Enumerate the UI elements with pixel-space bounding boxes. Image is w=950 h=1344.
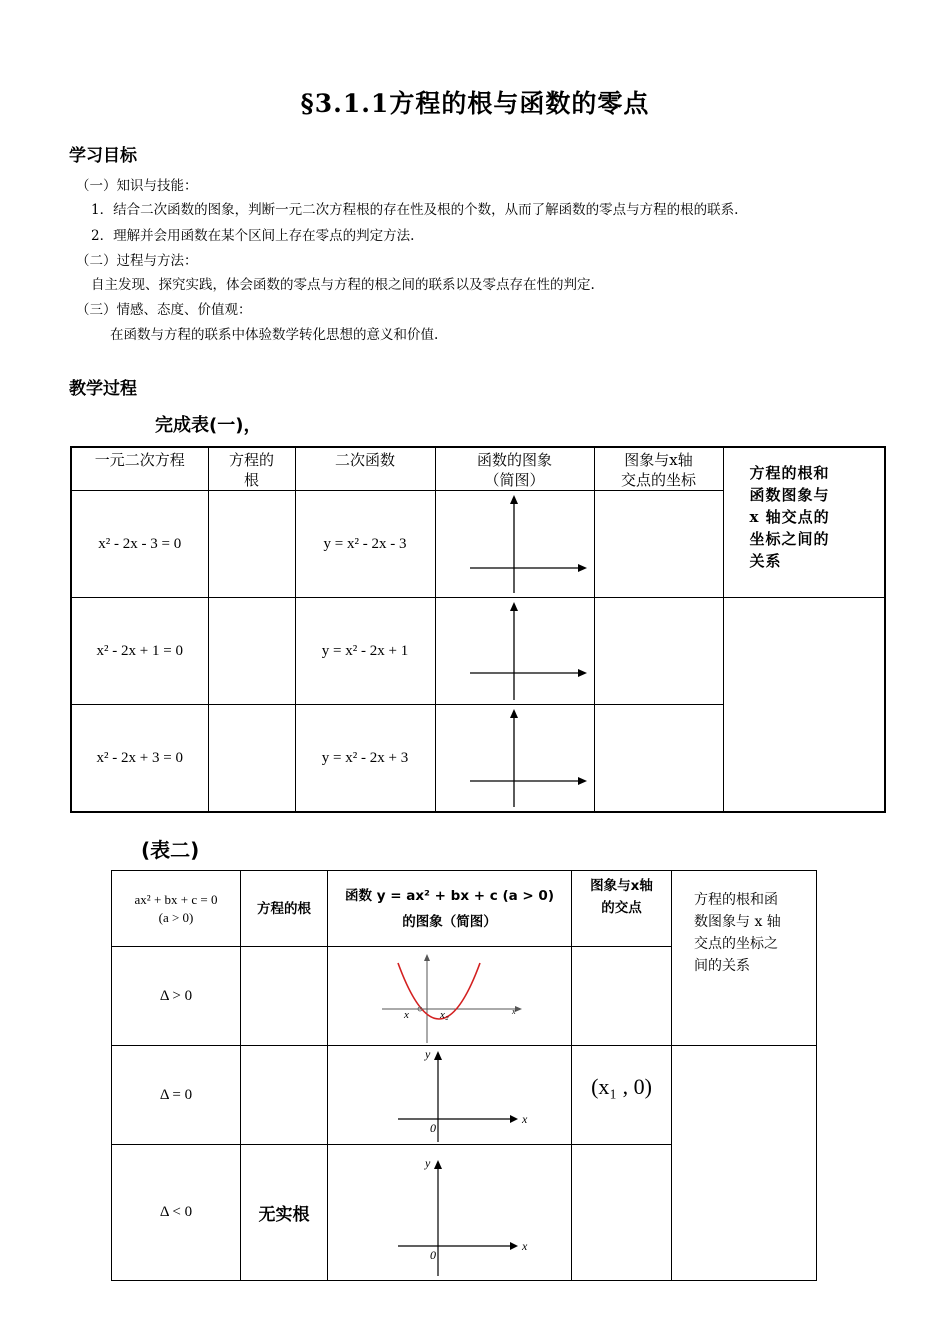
header-intersection: 图象与x轴 交点的坐标 [594,447,723,491]
table1-caption: 完成表(一)， [155,415,262,436]
root-cell [241,1046,328,1145]
header-function-graph: 函数 y = ax² + bx + c (a > 0) 的图象（简图） [328,871,572,947]
objective-item-2: 2．理解并会用函数在某个区间上存在零点的判定方法. [91,228,415,244]
section-heading-process: 教学过程 [69,379,137,399]
intersection-cell [572,1145,672,1281]
graph-cell [435,598,594,705]
objective-category-3: （三）情感、态度、价值观： [76,302,252,318]
origin-label: 0 [430,1121,436,1135]
graph-cell [328,1046,572,1145]
coordinate-axes-icon [436,705,595,811]
objective-category-1: （一）知识与技能： [76,178,198,194]
relation-cell: 方程的根和函 数图象与 x 轴 交点的坐标之 间的关系 [672,871,817,1046]
x-axis-label: x [522,1112,528,1126]
header-equation: 一元二次方程 [71,447,208,491]
root-cell [208,598,295,705]
parabola-two-roots-icon [328,947,572,1045]
root-cell [208,491,295,598]
coordinate-axes-icon [328,1146,572,1280]
header-function: 二次函数 [295,447,435,491]
y-axis-label: y [425,1047,431,1061]
root-cell [241,947,328,1046]
relation-blank-cell [672,1046,817,1281]
objective-category-2: （二）过程与方法： [76,253,198,269]
table-one [70,446,886,813]
equation-cell: x² - 2x - 3 = 0 [71,491,208,598]
objective-item-1: 1．结合二次函数的图象，判断一元二次方程根的存在性及根的个数，从而了解函数的零点与方程的根的联系. [91,202,739,218]
header-graph: 函数的图象 （简图） [435,447,594,491]
intersection-cell [594,598,723,705]
relation-cell: 方程的根和 函数图象与 x 轴交点的 坐标之间的 关系 [723,447,885,598]
function-cell: y = x² - 2x + 1 [295,598,435,705]
graph-cell [328,1145,572,1281]
x-axis-label: x [512,1007,516,1016]
equation-cell: x² - 2x + 1 = 0 [71,598,208,705]
table2-caption: (表二) [141,838,200,862]
root-cell: 无实根 [241,1145,328,1281]
table-two [111,870,817,1281]
intersection-cell [594,705,723,813]
root-x1-label: x [404,1009,409,1021]
root-cell [208,705,295,813]
graph-cell [435,491,594,598]
header-root: 方程的 根 [208,447,295,491]
y-axis-label: y [425,1155,431,1170]
root-x2-label: x₂ [440,1009,449,1021]
coordinate-axes-icon [436,491,595,597]
function-cell: y = x² - 2x - 3 [295,491,435,598]
origin-label: 0 [430,1247,436,1262]
header-intersection: 图象与x轴 的交点 [572,871,672,947]
coordinate-axes-icon [328,1046,572,1144]
graph-cell [435,705,594,813]
relation-blank-cell [723,598,885,813]
equation-cell: x² - 2x + 3 = 0 [71,705,208,813]
document-title: §3.1.1方程的根与函数的零点 [300,89,650,118]
objective-item-4: 在函数与方程的联系中体验数学转化思想的意义和价值. [110,327,439,343]
section-heading-objectives: 学习目标 [69,146,137,166]
x-axis-label: x [522,1238,528,1253]
graph-cell [328,947,572,1046]
coordinate-axes-icon [436,598,595,704]
discriminant-cell: Δ > 0 [112,947,241,1046]
function-cell: y = x² - 2x + 3 [295,705,435,813]
objective-item-3: 自主发现、探究实践，体会函数的零点与方程的根之间的联系以及零点存在性的判定. [91,277,595,293]
intersection-cell [572,947,672,1046]
header-root: 方程的根 [241,871,328,947]
intersection-cell: (x₁ , 0) [572,1046,672,1145]
header-general-equation: ax² + bx + c = 0 (a > 0) [112,871,241,947]
intersection-cell [594,491,723,598]
discriminant-cell: Δ < 0 [112,1145,241,1281]
discriminant-cell: Δ = 0 [112,1046,241,1145]
